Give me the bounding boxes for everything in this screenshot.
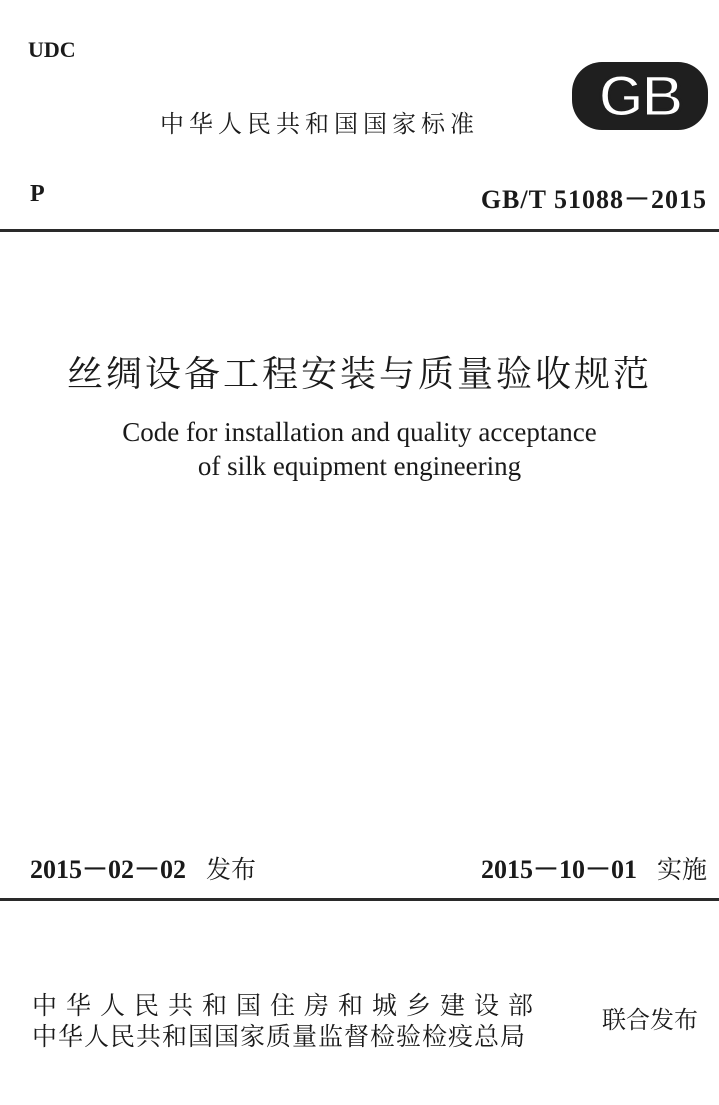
implement-label: 实施 [656,855,707,884]
implement-date: 2015－10－01 [480,855,637,884]
issue-date: 2015－02－02 [30,855,187,884]
svg-text:GB: GB [598,64,682,129]
standard-code: GB/T 51088－2015 [480,185,707,214]
udc-label: UDC [28,37,76,62]
title-english-line2: of silk equipment engineering [197,451,522,481]
gb-logo [570,60,710,132]
issue-label: 发布 [206,855,257,884]
joint-issue-label: 联合发布 [602,1006,698,1034]
standard-type: 中华人民共和国国家标准 [160,110,479,138]
top-divider [0,229,719,232]
title-chinese: 丝绸设备工程安装与质量验收规范 [66,354,652,395]
issuer-ministry: 中华人民共和国住房和城乡建设部 [32,991,543,1020]
bottom-divider [0,898,719,901]
title-english-line1: Code for installation and quality acceptance [122,417,597,447]
issuer-aqsiq: 中华人民共和国国家质量监督检验检疫总局 [32,1022,527,1051]
issue-date-block [30,849,256,886]
implement-date-block [481,849,707,886]
category-letter: P [30,181,45,207]
